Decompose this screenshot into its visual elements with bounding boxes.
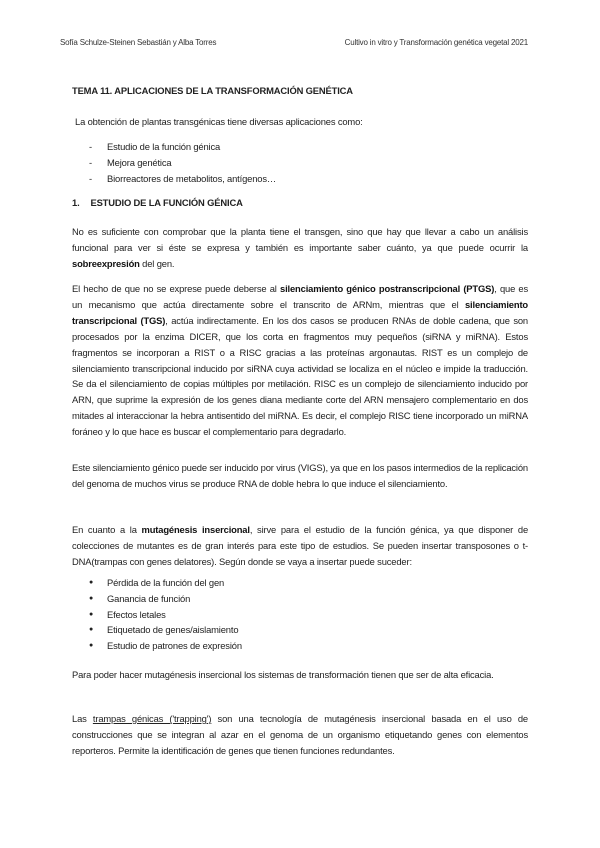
text-run: Las <box>72 713 93 724</box>
section-title: ESTUDIO DE LA FUNCIÓN GÉNICA <box>90 197 243 208</box>
bullet-icon: ● <box>89 642 94 650</box>
bullet-icon: ● <box>89 579 94 586</box>
list-item-text: Estudio de la función génica <box>107 141 221 152</box>
bullet-list <box>72 575 528 654</box>
paragraph <box>72 522 528 570</box>
text-run: del gen. <box>139 257 175 269</box>
header-course: Cultivo in vitro y Transformación genética vegetal 2021 <box>344 38 528 47</box>
paragraph <box>72 711 528 759</box>
text-run: Para poder hacer mutagénesis insercional los sistemas de transformación tienen que ser de alta eficacia. <box>72 669 494 680</box>
list-item <box>72 622 528 638</box>
bullet-icon: ● <box>89 594 94 602</box>
section-number: 1. <box>72 197 80 208</box>
bold-term: sobreexpresión <box>72 257 140 269</box>
underlined-term: trampas génicas ('trapping') <box>92 713 212 724</box>
text-run: No es suficiente con comprobar que la planta tiene el transgen, sino que hay que llevar a cabo un análisis funcional para ver si éste se expresa y también es importante saber cuánto, ya que puede ocurrir la <box>72 226 528 253</box>
list-item <box>72 155 528 171</box>
list-item-text: Pérdida de la función del gen <box>107 577 225 588</box>
paragraph <box>72 460 528 492</box>
bold-term: mutagénesis insercional <box>141 524 250 535</box>
text-run: son una tecnología de mutagénesis insercional basada en el uso de construcciones que se integran al azar en el genoma de un organismo etiquetando genes con elementos reporteros. Permite la identificación de genes que tienen funciones redundantes. <box>72 713 528 756</box>
list-item <box>72 591 528 607</box>
dash-marker: - <box>89 172 92 184</box>
list-item <box>72 171 528 187</box>
bold-term: silenciamiento génico postranscripcional (PTGS) <box>280 283 495 294</box>
bullet-icon: ● <box>89 626 94 634</box>
dash-marker: - <box>89 156 92 168</box>
list-item-text: Biorreactores de metabolitos, antígenos… <box>107 172 277 184</box>
list-item-text: Efectos letales <box>107 608 166 620</box>
list-item-text: Mejora genética <box>107 156 172 168</box>
list-item-text: Etiquetado de genes/aislamiento <box>107 624 239 636</box>
text-run: El hecho de que no se exprese puede deberse al <box>72 283 281 294</box>
paragraph <box>72 281 528 440</box>
bold-term: silenciamiento transcripcional (TGS) <box>72 298 528 326</box>
list-item <box>72 139 528 155</box>
text-run: En cuanto a la <box>72 524 142 535</box>
list-item-text: Ganancia de función <box>107 592 191 604</box>
header-authors: Sofía Schulze-Steinen Sebastián y Alba Torres <box>60 38 217 47</box>
bullet-icon: ● <box>89 610 94 618</box>
list-item <box>72 575 528 591</box>
page-title: TEMA 11. APLICACIONES DE LA TRANSFORMACIÓN GENÉTICA <box>72 85 353 96</box>
section-heading <box>72 195 528 211</box>
text-run: , que es un mecanismo que actúa directamente sobre el transcrito de ARNm, mientras que el <box>72 283 529 310</box>
list-item-text: Estudio de patrones de expresión <box>107 640 242 652</box>
dash-marker: - <box>89 141 92 152</box>
paragraph <box>72 667 528 683</box>
list-item <box>72 607 528 623</box>
intro-text: La obtención de plantas transgénicas tiene diversas aplicaciones como: <box>75 116 363 127</box>
dash-list <box>72 139 528 186</box>
paragraph <box>72 224 528 272</box>
text-run: Este silenciamiento génico puede ser inducido por virus (VIGS), ya que en los pasos intermedios de la replicación del genoma de muchos virus se produce RNA de doble hebra lo que induce el silenciamiento. <box>72 462 528 489</box>
text-run: , actúa indirectamente. En los dos casos se producen RNAs de doble cadena, que son procesados por la enzima DICER, que los corta en fragmentos muy pequeños (siRNA y miRNA). Estos fragmentos se incorporan a RIST o a RISC gracias a las proteínas argonautas. RIST es un complejo de silenciamiento transcripcional inducido por siRNA cuya actividad se localiza en el núcleo e impide la traducción. Se da el silenciamiento de copias múltiples por metilación. RISC es un complejo de silenciamiento inducido por ARN, que suprime la expresión de los genes diana mediante corte del ARN mensajero complementario en dos mitades al interaccionar la hebra antisentido del miRNA. Es decir, el complejo RISC tiene incorporado un miRNA foráneo y lo que hace es buscar el complementario para degradarlo. <box>72 314 528 438</box>
text-run: , sirve para el estudio de la función génica, ya que disponer de colecciones de mutantes es de gran interés para este tipo de estudios. Se pueden insertar transposones o t-DNA(trampas con genes delatores). Según donde se vaya a insertar puede suceder: <box>72 524 529 567</box>
list-item <box>72 638 528 654</box>
